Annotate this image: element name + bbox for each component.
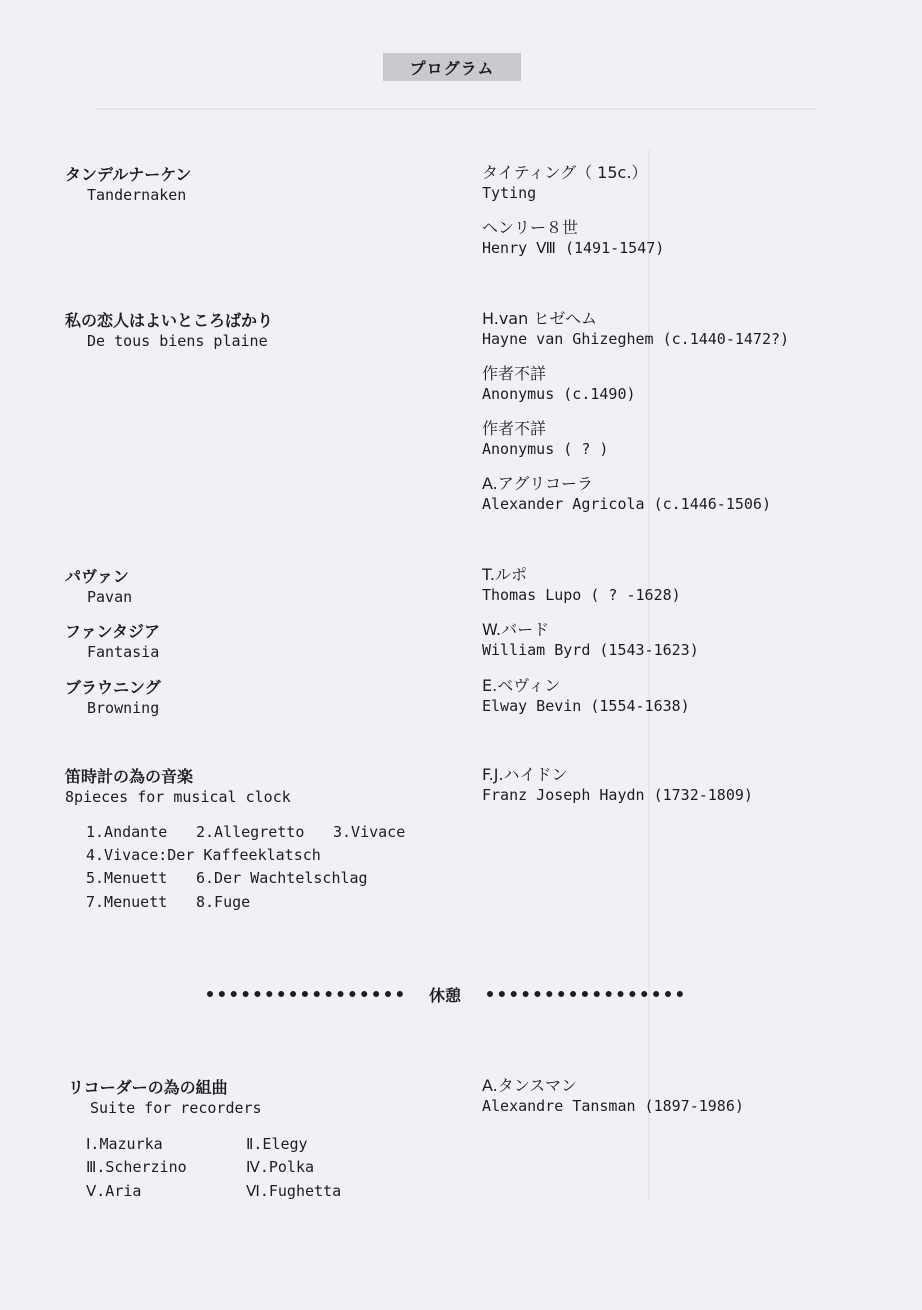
composer-name-en: Franz Joseph Haydn (1732-1809) [482,786,753,804]
movement-item: Ⅴ.Aria [86,1182,142,1200]
composer-henry [482,218,664,258]
composer-name-jp: タイティング（ 15c.） [482,163,648,182]
composer-tyting [482,163,647,203]
piece-fantasia [65,622,160,662]
composer-byrd [482,620,699,660]
movement-item: Ⅱ.Elegy [246,1135,308,1153]
composer-name-jp: T.ルポ [482,565,527,584]
dotted-rule [207,991,403,997]
movement-item: Ⅵ.Fughetta [246,1182,342,1200]
intermission-label: 休憩 [428,985,461,1005]
composer-name-en: Anonymus ( ? ) [482,440,609,458]
composer-bevin [482,676,690,716]
movement-item: 2.Allegretto [196,823,305,841]
piece-title-en: Suite for recorders [90,1099,262,1117]
composer-name-jp: W.バード [482,620,550,639]
movement-item: Ⅰ.Mazurka [86,1135,163,1153]
movement-item: 7.Menuett [86,893,168,911]
composer-ghizeghem [482,309,789,349]
composer-name-en: Elway Bevin (1554-1638) [482,697,690,715]
intermission-divider [207,982,683,1006]
composer-tansman [482,1076,744,1116]
piece-pavan [65,567,132,607]
composer-name-en: Tyting [482,184,537,202]
composer-name-en: Hayne van Ghizeghem (c.1440-1472?) [482,330,790,348]
piece-title-jp: パヴァン [65,567,129,586]
piece-title-en: Pavan [87,588,133,606]
composer-lupo [482,565,681,605]
piece-title-en: Tandernaken [87,186,187,204]
composer-name-en: Alexandre Tansman (1897-1986) [482,1097,744,1115]
composer-name-jp: 作者不詳 [482,419,547,438]
composer-name-jp: 作者不詳 [482,364,547,383]
composer-name-en: Alexander Agricola (c.1446-1506) [482,495,771,513]
dotted-rule [487,991,683,997]
composer-name-jp: ヘンリー８世 [482,218,579,237]
piece-title-jp: 私の恋人はよいところばかり [65,311,274,330]
composer-name-jp: F.J.ハイドン [482,765,568,784]
composer-anonymus-1490 [482,364,636,404]
piece-title-jp: リコーダーの為の組曲 [68,1078,228,1097]
piece-title-en: Browning [87,699,160,717]
piece-browning [65,678,161,718]
piece-title-en: 8pieces for musical clock [65,788,291,806]
movement-item: 6.Der Wachtelschlag [196,869,368,887]
piece-title-jp: タンデルナーケン [65,165,192,184]
movement-item: 5.Menuett [86,869,168,887]
composer-name-en: Thomas Lupo ( ? -1628) [482,586,681,604]
piece-de-tous-biens [65,311,273,351]
piece-title-jp: ファンタジア [65,622,161,641]
movement-item: 1.Andante [86,823,168,841]
piece-musical-clock [65,767,291,807]
piece-title-jp: ブラウニング [65,678,161,697]
movement-item: 3.Vivace [333,823,406,841]
piece-suite-for-recorders [68,1078,262,1118]
show-through-line [648,150,650,1200]
composer-name-en: Anonymus (c.1490) [482,385,636,403]
composer-agricola [482,474,771,514]
show-through-line [96,108,816,110]
piece-title-en: De tous biens plaine [87,332,268,350]
composer-name-en: Henry Ⅷ (1491-1547) [482,239,665,257]
composer-name-en: William Byrd (1543-1623) [482,641,699,659]
composer-name-jp: E.ベヴィン [482,676,561,695]
composer-name-jp: A.タンスマン [482,1076,577,1095]
composer-name-jp: A.アグリコーラ [482,474,593,493]
composer-name-jp: H.van ヒゼヘム [482,309,598,328]
piece-title-jp: 笛時計の為の音楽 [65,767,194,786]
movement-item: 8.Fuge [196,893,251,911]
movement-item: Ⅲ.Scherzino [86,1158,187,1176]
piece-title-en: Fantasia [87,643,160,661]
piece-tandernaken [65,165,191,205]
page-title: プログラム [383,53,521,81]
composer-haydn [482,765,753,805]
composer-anonymus-unknown [482,419,608,459]
movement-item: Ⅳ.Polka [246,1158,315,1176]
movement-item: 4.Vivace:Der Kaffeeklatsch [86,846,321,864]
